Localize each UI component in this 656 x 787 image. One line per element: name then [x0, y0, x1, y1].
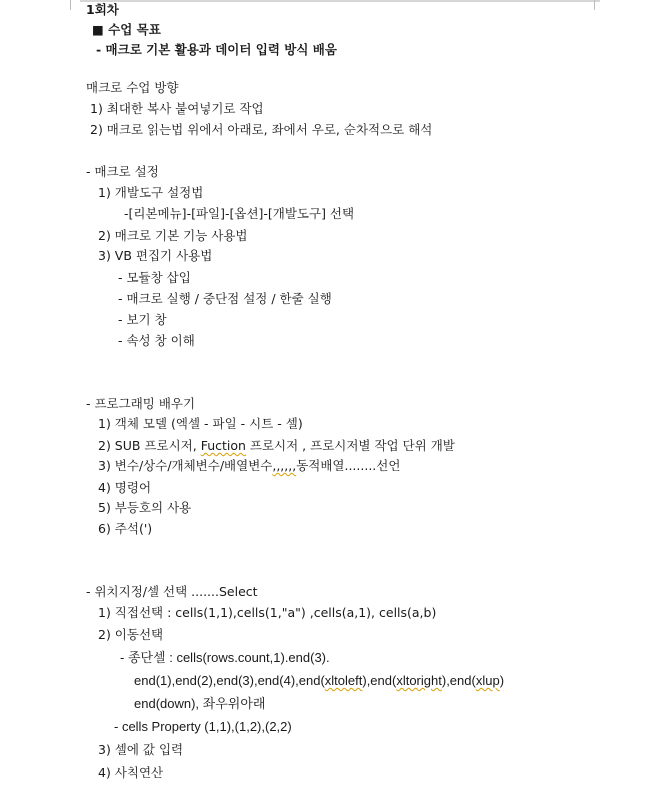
left-margin-marker	[70, 0, 71, 10]
direction-item-1: 1) 최대한 복사 붙여넣기로 작업	[90, 101, 264, 116]
select-heading: - 위치지정/셀 선택 .......Select	[86, 584, 258, 599]
select-item-1: 1) 직접선택 : cells(1,1),cells(1,"a") ,cells(a,1), cells(a,b)	[98, 605, 437, 620]
spelling-flag-xltoleft: xltoleft	[324, 673, 363, 688]
settings-item-1: 1) 개발도구 설정법	[98, 185, 204, 200]
settings-item-3b: - 매크로 실행 / 중단점 설정 / 한줄 실행	[118, 291, 332, 306]
settings-item-3a: - 모듈창 삽입	[118, 270, 191, 285]
direction-heading: 매크로 수업 방향	[86, 80, 179, 95]
select-item-2b	[134, 673, 504, 689]
spelling-flag-commas: ,,,,,,	[272, 458, 297, 473]
programming-item-6: 6) 주석(')	[98, 521, 153, 536]
select-item-2d: - cells Property (1,1),(1,2),(2,2)	[114, 719, 292, 734]
programming-item-3	[98, 458, 400, 474]
session-title: 1회차	[86, 2, 119, 17]
right-margin-marker	[594, 0, 595, 10]
settings-heading: - 매크로 설정	[86, 164, 159, 179]
select-item-2b-part-1: end(1),end(2),end(3),end(4),end(	[134, 673, 325, 688]
select-item-2b-part-4: )	[499, 673, 505, 688]
select-item-2a: - 종단셀 : cells(rows.count,1).end(3).	[120, 650, 330, 665]
select-item-4: 4) 사칙연산	[98, 765, 164, 780]
select-item-2c: end(down), 좌우위아래	[134, 696, 266, 711]
spelling-flag-fuction: Fuction	[200, 438, 246, 453]
settings-item-3: 3) VB 편집기 사용법	[98, 248, 213, 263]
spelling-flag-xltoright: xltoright	[396, 673, 442, 688]
programming-item-1: 1) 객체 모델 (엑셀 - 파일 - 시트 - 셀)	[98, 416, 303, 431]
select-item-3: 3) 셀에 값 입력	[98, 742, 184, 757]
programming-item-3-suffix: 동적배열........선언	[296, 458, 401, 473]
programming-heading: - 프로그래밍 배우기	[86, 396, 196, 411]
goal-heading: ■ 수업 목표	[92, 22, 161, 37]
spelling-flag-xlup: xlup	[475, 673, 500, 688]
settings-item-3d: - 속성 창 이해	[118, 333, 195, 348]
settings-item-2: 2) 매크로 기본 기능 사용법	[98, 228, 248, 243]
settings-item-1-path: -[리본메뉴]-[파일]-[옵션]-[개발도구] 선택	[124, 206, 355, 221]
programming-item-2-suffix: 프로시저 , 프로시저별 작업 단위 개발	[245, 438, 455, 453]
programming-item-3-prefix: 3) 변수/상수/개체변수/배열변수	[98, 458, 273, 473]
programming-item-4: 4) 명령어	[98, 480, 152, 495]
select-item-2b-part-2: ),end(	[362, 673, 397, 688]
select-item-2b-part-3: ),end(	[441, 673, 476, 688]
settings-item-3c: - 보기 창	[118, 312, 167, 327]
programming-item-2-prefix: 2) SUB 프로시저,	[98, 438, 201, 453]
programming-item-2	[98, 438, 455, 454]
select-item-2: 2) 이동선택	[98, 627, 164, 642]
direction-item-2: 2) 매크로 읽는법 위에서 아래로, 좌에서 우로, 순차적으로 해석	[90, 122, 433, 137]
programming-item-5: 5) 부등호의 사용	[98, 500, 192, 515]
goal-item: - 매크로 기본 활용과 데이터 입력 방식 배움	[96, 42, 337, 57]
